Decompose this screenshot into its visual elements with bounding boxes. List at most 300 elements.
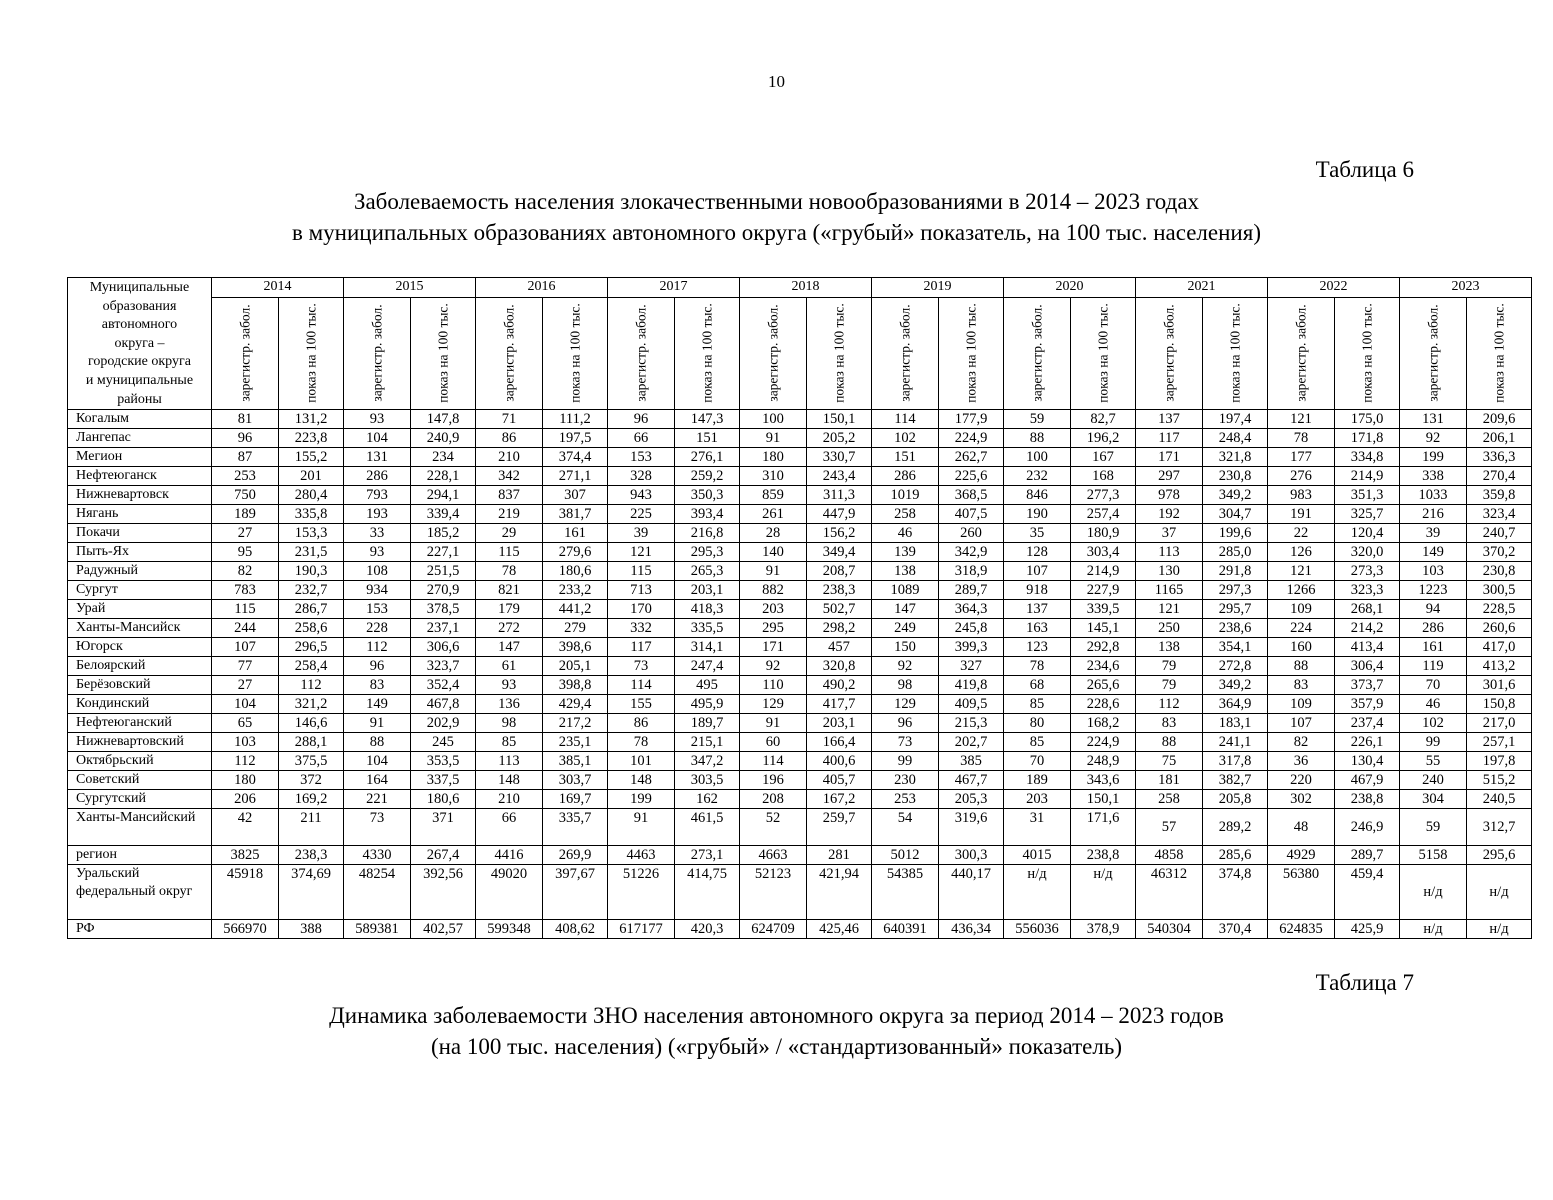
registered-cases-cell: 79 bbox=[1136, 657, 1203, 676]
year-header: 2022 bbox=[1268, 278, 1400, 298]
municipality-name: Покачи bbox=[68, 524, 212, 543]
rate-cell: 205,8 bbox=[1203, 790, 1268, 809]
rate-cell: 281 bbox=[807, 846, 872, 865]
registered-cases-cell: 148 bbox=[476, 771, 543, 790]
registered-cases-cell: 114 bbox=[608, 676, 675, 695]
registered-cases-cell: 983 bbox=[1268, 486, 1335, 505]
rate-cell: 247,4 bbox=[675, 657, 740, 676]
registered-cases-cell: 750 bbox=[212, 486, 279, 505]
registered-cases-cell: 83 bbox=[344, 676, 411, 695]
rate-cell: 351,3 bbox=[1335, 486, 1400, 505]
registered-cases-cell: 199 bbox=[1400, 448, 1467, 467]
rate-cell: 289,2 bbox=[1203, 809, 1268, 846]
registered-cases-cell: 793 bbox=[344, 486, 411, 505]
rate-cell: 311,3 bbox=[807, 486, 872, 505]
registered-cases-cell: 81 bbox=[212, 410, 279, 429]
rate-cell: 336,3 bbox=[1467, 448, 1532, 467]
registered-cases-cell: 1165 bbox=[1136, 581, 1203, 600]
rate-cell: 413,4 bbox=[1335, 638, 1400, 657]
registered-cases-cell: 225 bbox=[608, 505, 675, 524]
registered-cases-cell: 96 bbox=[212, 429, 279, 448]
registered-cases-cell: 3825 bbox=[212, 846, 279, 865]
table-row bbox=[68, 657, 1532, 676]
rate-cell: 417,7 bbox=[807, 695, 872, 714]
registered-cases-cell: 220 bbox=[1268, 771, 1335, 790]
rate-cell: 271,1 bbox=[543, 467, 608, 486]
registered-cases-cell: 36 bbox=[1268, 752, 1335, 771]
registered-cases-cell: 80 bbox=[1004, 714, 1071, 733]
rate-cell: 280,4 bbox=[279, 486, 344, 505]
registered-cases-cell: 190 bbox=[1004, 505, 1071, 524]
registered-cases-cell: 161 bbox=[1400, 638, 1467, 657]
registered-cases-cell: 837 bbox=[476, 486, 543, 505]
table-row bbox=[68, 809, 1532, 846]
registered-cases-cell: 113 bbox=[1136, 543, 1203, 562]
table-7-label: Таблица 7 bbox=[1315, 970, 1414, 995]
rate-cell: 228,1 bbox=[411, 467, 476, 486]
rate-cell: 273,1 bbox=[675, 846, 740, 865]
rate-cell: 150,1 bbox=[807, 410, 872, 429]
rate-cell: 259,7 bbox=[807, 809, 872, 846]
rate-cell: 237,4 bbox=[1335, 714, 1400, 733]
registered-cases-cell: 210 bbox=[476, 790, 543, 809]
rate-cell: 375,5 bbox=[279, 752, 344, 771]
registered-cases-cell: 589381 bbox=[344, 920, 411, 939]
rate-cell: н/д bbox=[1467, 865, 1532, 920]
registered-cases-cell: 117 bbox=[608, 638, 675, 657]
municipality-name: регион bbox=[68, 846, 212, 865]
rate-cell: 349,2 bbox=[1203, 486, 1268, 505]
year-header: 2019 bbox=[872, 278, 1004, 298]
table-row bbox=[68, 714, 1532, 733]
year-header: 2023 bbox=[1400, 278, 1532, 298]
municipality-name: Ханты-Мансийск bbox=[68, 619, 212, 638]
table-row bbox=[68, 771, 1532, 790]
registered-cases-cell: 4330 bbox=[344, 846, 411, 865]
table-row bbox=[68, 429, 1532, 448]
rate-cell: 145,1 bbox=[1071, 619, 1136, 638]
registered-cases-cell: 66 bbox=[608, 429, 675, 448]
rate-cell: 335,7 bbox=[543, 809, 608, 846]
rate-cell: 398,8 bbox=[543, 676, 608, 695]
municipality-name: Радужный bbox=[68, 562, 212, 581]
rate-cell: 339,4 bbox=[411, 505, 476, 524]
registered-cases-cell: 48254 bbox=[344, 865, 411, 920]
registered-cases-cell: 46312 bbox=[1136, 865, 1203, 920]
rate-cell: 330,7 bbox=[807, 448, 872, 467]
rate-cell: 150,1 bbox=[1071, 790, 1136, 809]
registered-cases-cell: 219 bbox=[476, 505, 543, 524]
table-6-title bbox=[0, 186, 1553, 248]
registered-cases-cell: 70 bbox=[1400, 676, 1467, 695]
registered-cases-header: зарегистр. забол. bbox=[1268, 297, 1335, 410]
rate-cell: 339,5 bbox=[1071, 600, 1136, 619]
table-row bbox=[68, 562, 1532, 581]
rate-cell: 214,2 bbox=[1335, 619, 1400, 638]
registered-cases-cell: 92 bbox=[872, 657, 939, 676]
rate-cell: 168,2 bbox=[1071, 714, 1136, 733]
rate-cell: 197,4 bbox=[1203, 410, 1268, 429]
registered-cases-cell: 85 bbox=[1004, 695, 1071, 714]
registered-cases-cell: 253 bbox=[212, 467, 279, 486]
registered-cases-cell: 83 bbox=[1268, 676, 1335, 695]
registered-cases-cell: 221 bbox=[344, 790, 411, 809]
rate-cell: 197,5 bbox=[543, 429, 608, 448]
registered-cases-cell: 93 bbox=[344, 410, 411, 429]
rate-cell: 147,8 bbox=[411, 410, 476, 429]
rate-cell: 490,2 bbox=[807, 676, 872, 695]
rate-cell: 314,1 bbox=[675, 638, 740, 657]
rate-cell: 226,1 bbox=[1335, 733, 1400, 752]
rate-cell: 214,9 bbox=[1071, 562, 1136, 581]
registered-cases-cell: 55 bbox=[1400, 752, 1467, 771]
registered-cases-cell: 1223 bbox=[1400, 581, 1467, 600]
registered-cases-cell: 91 bbox=[344, 714, 411, 733]
registered-cases-cell: 95 bbox=[212, 543, 279, 562]
rate-cell: 180,9 bbox=[1071, 524, 1136, 543]
rate-cell: 402,57 bbox=[411, 920, 476, 939]
rate-cell: 196,2 bbox=[1071, 429, 1136, 448]
rate-cell: 151 bbox=[675, 429, 740, 448]
registered-cases-cell: 128 bbox=[1004, 543, 1071, 562]
rate-cell: 286,7 bbox=[279, 600, 344, 619]
registered-cases-cell: 258 bbox=[872, 505, 939, 524]
rate-cell: 400,6 bbox=[807, 752, 872, 771]
year-header: 2020 bbox=[1004, 278, 1136, 298]
rate-cell: 334,8 bbox=[1335, 448, 1400, 467]
registered-cases-cell: 151 bbox=[872, 448, 939, 467]
registered-cases-cell: 147 bbox=[476, 638, 543, 657]
registered-cases-cell: 51226 bbox=[608, 865, 675, 920]
registered-cases-cell: 302 bbox=[1268, 790, 1335, 809]
registered-cases-cell: 85 bbox=[476, 733, 543, 752]
registered-cases-cell: 91 bbox=[740, 562, 807, 581]
table-row bbox=[68, 790, 1532, 809]
rate-cell: 241,1 bbox=[1203, 733, 1268, 752]
rate-cell: 321,2 bbox=[279, 695, 344, 714]
registered-cases-header: зарегистр. забол. bbox=[1400, 297, 1467, 410]
rate-cell: 342,9 bbox=[939, 543, 1004, 562]
rate-cell: 335,8 bbox=[279, 505, 344, 524]
rate-cell: 374,69 bbox=[279, 865, 344, 920]
registered-cases-cell: 115 bbox=[212, 600, 279, 619]
rate-cell: 292,8 bbox=[1071, 638, 1136, 657]
rate-cell: 374,4 bbox=[543, 448, 608, 467]
registered-cases-header: зарегистр. забол. bbox=[344, 297, 411, 410]
rate-cell: 199,6 bbox=[1203, 524, 1268, 543]
registered-cases-cell: 310 bbox=[740, 467, 807, 486]
registered-cases-cell: 4663 bbox=[740, 846, 807, 865]
registered-cases-cell: 73 bbox=[344, 809, 411, 846]
registered-cases-cell: 94 bbox=[1400, 600, 1467, 619]
rate-cell: 371 bbox=[411, 809, 476, 846]
registered-cases-cell: 129 bbox=[740, 695, 807, 714]
municipality-name: Пыть-Ях bbox=[68, 543, 212, 562]
year-header: 2016 bbox=[476, 278, 608, 298]
rate-cell: 216,8 bbox=[675, 524, 740, 543]
rate-cell: 131,2 bbox=[279, 410, 344, 429]
registered-cases-header: зарегистр. забол. bbox=[872, 297, 939, 410]
table-body bbox=[68, 410, 1532, 939]
rate-cell: 370,2 bbox=[1467, 543, 1532, 562]
registered-cases-cell: 4463 bbox=[608, 846, 675, 865]
rate-cell: 399,3 bbox=[939, 638, 1004, 657]
registered-cases-cell: 100 bbox=[740, 410, 807, 429]
year-header: 2018 bbox=[740, 278, 872, 298]
rate-cell: 162 bbox=[675, 790, 740, 809]
registered-cases-cell: 193 bbox=[344, 505, 411, 524]
registered-cases-cell: 171 bbox=[1136, 448, 1203, 467]
registered-cases-cell: 103 bbox=[212, 733, 279, 752]
rate-cell: 238,8 bbox=[1071, 846, 1136, 865]
registered-cases-cell: 617177 bbox=[608, 920, 675, 939]
rate-per-100k-header: показ на 100 тыс. bbox=[939, 297, 1004, 410]
municipality-name: Мегион bbox=[68, 448, 212, 467]
registered-cases-cell: 104 bbox=[344, 429, 411, 448]
registered-cases-cell: 91 bbox=[608, 809, 675, 846]
registered-cases-cell: 821 bbox=[476, 581, 543, 600]
registered-cases-cell: 109 bbox=[1268, 695, 1335, 714]
rate-cell: 343,6 bbox=[1071, 771, 1136, 790]
registered-cases-cell: 96 bbox=[608, 410, 675, 429]
registered-cases-cell: 65 bbox=[212, 714, 279, 733]
rate-cell: 245 bbox=[411, 733, 476, 752]
registered-cases-cell: 258 bbox=[1136, 790, 1203, 809]
rate-cell: 201 bbox=[279, 467, 344, 486]
rate-cell: 168 bbox=[1071, 467, 1136, 486]
registered-cases-cell: 192 bbox=[1136, 505, 1203, 524]
rate-cell: 234,6 bbox=[1071, 657, 1136, 676]
registered-cases-cell: 27 bbox=[212, 524, 279, 543]
registered-cases-header: зарегистр. забол. bbox=[1004, 297, 1071, 410]
rate-cell: 289,7 bbox=[1335, 846, 1400, 865]
rate-cell: 318,9 bbox=[939, 562, 1004, 581]
rate-cell: 189,7 bbox=[675, 714, 740, 733]
registered-cases-cell: 102 bbox=[1400, 714, 1467, 733]
registered-cases-cell: 566970 bbox=[212, 920, 279, 939]
rate-cell: 381,7 bbox=[543, 505, 608, 524]
rate-cell: 273,3 bbox=[1335, 562, 1400, 581]
registered-cases-cell: 160 bbox=[1268, 638, 1335, 657]
rate-cell: 294,1 bbox=[411, 486, 476, 505]
rate-cell: 257,1 bbox=[1467, 733, 1532, 752]
registered-cases-cell: 107 bbox=[1004, 562, 1071, 581]
rate-cell: 171,6 bbox=[1071, 809, 1136, 846]
table-row bbox=[68, 543, 1532, 562]
registered-cases-cell: 272 bbox=[476, 619, 543, 638]
registered-cases-cell: 119 bbox=[1400, 657, 1467, 676]
registered-cases-cell: 112 bbox=[344, 638, 411, 657]
registered-cases-cell: 107 bbox=[212, 638, 279, 657]
rate-cell: 238,3 bbox=[279, 846, 344, 865]
rate-cell: 413,2 bbox=[1467, 657, 1532, 676]
rate-cell: 209,6 bbox=[1467, 410, 1532, 429]
page-number: 10 bbox=[768, 72, 785, 91]
rate-cell: 268,1 bbox=[1335, 600, 1400, 619]
rate-cell: 202,9 bbox=[411, 714, 476, 733]
rate-cell: 295,3 bbox=[675, 543, 740, 562]
registered-cases-cell: 224 bbox=[1268, 619, 1335, 638]
registered-cases-cell: 149 bbox=[1400, 543, 1467, 562]
registered-cases-cell: 113 bbox=[476, 752, 543, 771]
rate-cell: 295,6 bbox=[1467, 846, 1532, 865]
registered-cases-cell: 35 bbox=[1004, 524, 1071, 543]
rate-per-100k-header: показ на 100 тыс. bbox=[807, 297, 872, 410]
rate-cell: 414,75 bbox=[675, 865, 740, 920]
rate-cell: 319,6 bbox=[939, 809, 1004, 846]
rate-cell: 303,5 bbox=[675, 771, 740, 790]
rate-cell: 441,2 bbox=[543, 600, 608, 619]
rate-cell: 130,4 bbox=[1335, 752, 1400, 771]
rate-cell: 364,3 bbox=[939, 600, 1004, 619]
rate-cell: 260 bbox=[939, 524, 1004, 543]
registered-cases-cell: 250 bbox=[1136, 619, 1203, 638]
registered-cases-cell: 177 bbox=[1268, 448, 1335, 467]
registered-cases-cell: н/д bbox=[1004, 865, 1071, 920]
registered-cases-cell: 210 bbox=[476, 448, 543, 467]
table-row bbox=[68, 733, 1532, 752]
rate-cell: 419,8 bbox=[939, 676, 1004, 695]
rate-cell: 392,56 bbox=[411, 865, 476, 920]
municipality-column-header: Муниципальные образования автономного округа – городские округа и муниципальные районы bbox=[68, 278, 212, 410]
registered-cases-cell: 556036 bbox=[1004, 920, 1071, 939]
registered-cases-cell: 199 bbox=[608, 790, 675, 809]
registered-cases-cell: 203 bbox=[1004, 790, 1071, 809]
rate-cell: 215,1 bbox=[675, 733, 740, 752]
rate-cell: 203,1 bbox=[675, 581, 740, 600]
registered-cases-cell: 78 bbox=[608, 733, 675, 752]
rate-cell: 457 bbox=[807, 638, 872, 657]
registered-cases-cell: 92 bbox=[740, 657, 807, 676]
registered-cases-cell: 115 bbox=[476, 543, 543, 562]
rate-cell: 214,9 bbox=[1335, 467, 1400, 486]
table-row bbox=[68, 865, 1532, 920]
rate-cell: 388 bbox=[279, 920, 344, 939]
registered-cases-cell: 261 bbox=[740, 505, 807, 524]
registered-cases-cell: 103 bbox=[1400, 562, 1467, 581]
registered-cases-cell: 934 bbox=[344, 581, 411, 600]
registered-cases-cell: 131 bbox=[1400, 410, 1467, 429]
rate-per-100k-header: показ на 100 тыс. bbox=[675, 297, 740, 410]
rate-cell: 235,1 bbox=[543, 733, 608, 752]
municipality-name: Белоярский bbox=[68, 657, 212, 676]
registered-cases-cell: 139 bbox=[872, 543, 939, 562]
registered-cases-cell: 191 bbox=[1268, 505, 1335, 524]
registered-cases-cell: 328 bbox=[608, 467, 675, 486]
rate-cell: 300,3 bbox=[939, 846, 1004, 865]
table-row bbox=[68, 752, 1532, 771]
rate-cell: 364,9 bbox=[1203, 695, 1268, 714]
table-row bbox=[68, 524, 1532, 543]
rate-cell: 224,9 bbox=[1071, 733, 1136, 752]
registered-cases-cell: 216 bbox=[1400, 505, 1467, 524]
rate-cell: 223,8 bbox=[279, 429, 344, 448]
rate-cell: 169,2 bbox=[279, 790, 344, 809]
registered-cases-cell: 203 bbox=[740, 600, 807, 619]
rate-cell: 234 bbox=[411, 448, 476, 467]
registered-cases-cell: 150 bbox=[872, 638, 939, 657]
rate-per-100k-header: показ на 100 тыс. bbox=[1203, 297, 1268, 410]
registered-cases-cell: 112 bbox=[212, 752, 279, 771]
rate-cell: 270,4 bbox=[1467, 467, 1532, 486]
registered-cases-cell: 71 bbox=[476, 410, 543, 429]
registered-cases-cell: 104 bbox=[344, 752, 411, 771]
rate-cell: 306,4 bbox=[1335, 657, 1400, 676]
rate-cell: 303,4 bbox=[1071, 543, 1136, 562]
registered-cases-cell: 22 bbox=[1268, 524, 1335, 543]
registered-cases-cell: 624709 bbox=[740, 920, 807, 939]
rate-cell: 353,5 bbox=[411, 752, 476, 771]
registered-cases-cell: 232 bbox=[1004, 467, 1071, 486]
rate-cell: 228,5 bbox=[1467, 600, 1532, 619]
rate-cell: 205,2 bbox=[807, 429, 872, 448]
rate-cell: 393,4 bbox=[675, 505, 740, 524]
registered-cases-cell: 882 bbox=[740, 581, 807, 600]
registered-cases-cell: 4858 bbox=[1136, 846, 1203, 865]
rate-cell: 228,6 bbox=[1071, 695, 1136, 714]
registered-cases-cell: 45918 bbox=[212, 865, 279, 920]
rate-cell: 304,7 bbox=[1203, 505, 1268, 524]
rate-cell: 373,7 bbox=[1335, 676, 1400, 695]
rate-cell: 467,7 bbox=[939, 771, 1004, 790]
registered-cases-cell: 33 bbox=[344, 524, 411, 543]
table-row bbox=[68, 920, 1532, 939]
rate-cell: 298,2 bbox=[807, 619, 872, 638]
sub-header-row bbox=[68, 297, 1532, 410]
rate-per-100k-header: показ на 100 тыс. bbox=[1071, 297, 1136, 410]
registered-cases-cell: 148 bbox=[608, 771, 675, 790]
rate-cell: 211 bbox=[279, 809, 344, 846]
rate-cell: 337,5 bbox=[411, 771, 476, 790]
year-header: 2015 bbox=[344, 278, 476, 298]
rate-cell: 217,0 bbox=[1467, 714, 1532, 733]
rate-cell: 230,8 bbox=[1467, 562, 1532, 581]
rate-cell: 418,3 bbox=[675, 600, 740, 619]
registered-cases-header: зарегистр. забол. bbox=[476, 297, 543, 410]
registered-cases-cell: 110 bbox=[740, 676, 807, 695]
registered-cases-header: зарегистр. забол. bbox=[740, 297, 807, 410]
rate-cell: 459,4 bbox=[1335, 865, 1400, 920]
registered-cases-cell: 88 bbox=[1004, 429, 1071, 448]
rate-cell: 425,46 bbox=[807, 920, 872, 939]
rate-cell: 397,67 bbox=[543, 865, 608, 920]
rate-cell: 233,2 bbox=[543, 581, 608, 600]
registered-cases-cell: 88 bbox=[1136, 733, 1203, 752]
registered-cases-cell: 208 bbox=[740, 790, 807, 809]
rate-cell: 301,6 bbox=[1467, 676, 1532, 695]
rate-cell: 295,7 bbox=[1203, 600, 1268, 619]
registered-cases-cell: 68 bbox=[1004, 676, 1071, 695]
registered-cases-cell: 599348 bbox=[476, 920, 543, 939]
registered-cases-cell: 59 bbox=[1400, 809, 1467, 846]
registered-cases-cell: 82 bbox=[212, 562, 279, 581]
registered-cases-cell: 104 bbox=[212, 695, 279, 714]
rate-cell: 240,9 bbox=[411, 429, 476, 448]
municipality-name: Сургутский bbox=[68, 790, 212, 809]
registered-cases-cell: 75 bbox=[1136, 752, 1203, 771]
municipality-name: Нефтеюганский bbox=[68, 714, 212, 733]
rate-cell: 227,1 bbox=[411, 543, 476, 562]
registered-cases-cell: 78 bbox=[1004, 657, 1071, 676]
rate-cell: 147,3 bbox=[675, 410, 740, 429]
registered-cases-cell: 99 bbox=[872, 752, 939, 771]
rate-cell: н/д bbox=[1467, 920, 1532, 939]
rate-cell: 238,3 bbox=[807, 581, 872, 600]
registered-cases-cell: 121 bbox=[1268, 410, 1335, 429]
table-7-title-line-2: (на 100 тыс. населения) («грубый» / «стандартизованный» показатель) bbox=[430, 1034, 1123, 1059]
rate-cell: 285,0 bbox=[1203, 543, 1268, 562]
rate-per-100k-header: показ на 100 тыс. bbox=[411, 297, 476, 410]
